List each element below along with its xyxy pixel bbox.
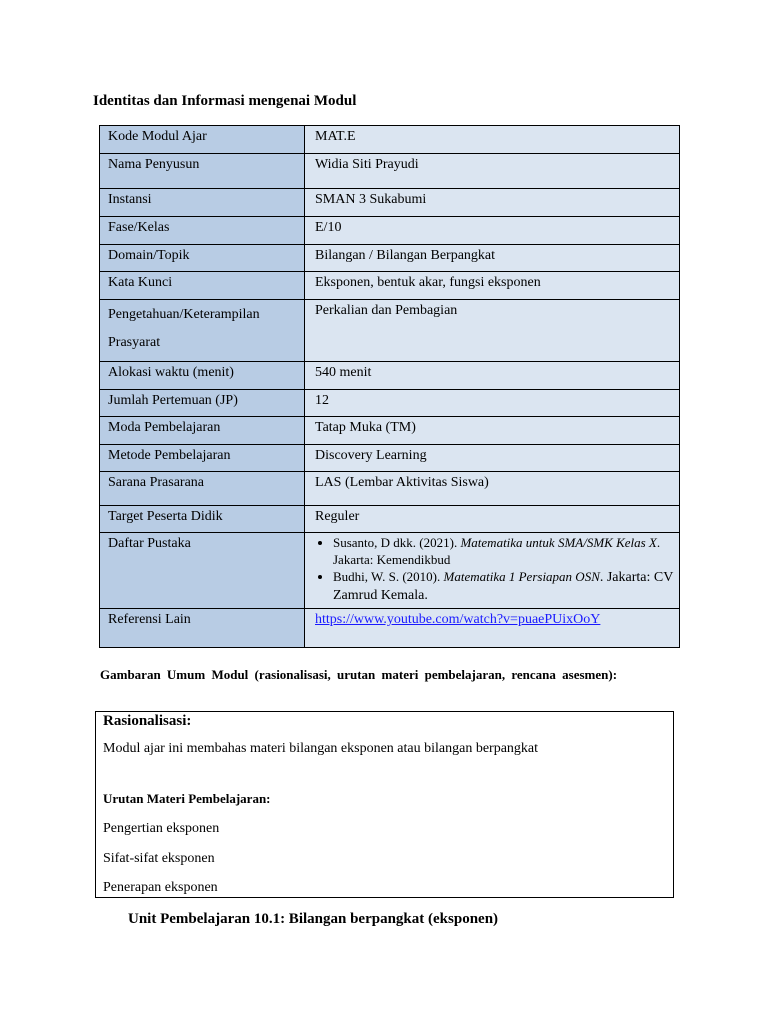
table-row	[100, 154, 680, 189]
table-row	[100, 506, 680, 533]
row-label: Instansi	[100, 189, 305, 217]
row-label: Target Peserta Didik	[100, 506, 305, 533]
row-value: 540 menit	[305, 362, 680, 390]
row-value: LAS (Lembar Aktivitas Siswa)	[305, 472, 680, 506]
row-label: Sarana Prasarana	[100, 472, 305, 506]
row-value: Widia Siti Prayudi	[305, 154, 680, 189]
row-label: Metode Pembelajaran	[100, 445, 305, 472]
row-label: Domain/Topik	[100, 245, 305, 272]
row-label: Nama Penyusun	[100, 154, 305, 189]
table-row	[100, 417, 680, 445]
row-label: Jumlah Pertemuan (JP)	[100, 390, 305, 417]
table-row	[100, 300, 680, 362]
table-row	[100, 445, 680, 472]
row-label: Referensi Lain	[100, 609, 305, 648]
row-label: Kode Modul Ajar	[100, 126, 305, 154]
material-order-label: Urutan Materi Pembelajaran:	[103, 791, 271, 806]
row-label: Alokasi waktu (menit)	[100, 362, 305, 390]
row-value: Tatap Muka (TM)	[305, 417, 680, 445]
module-heading: Identitas dan Informasi mengenai Modul	[93, 93, 357, 109]
rationale-label: Rasionalisasi:	[103, 713, 192, 729]
module-overview-title: Gambaran Umum Modul (rasionalisasi, urutan materi pembelajaran, rencana asesmen):	[100, 667, 618, 682]
material-item: Penerapan eksponen	[103, 880, 218, 895]
table-row	[100, 609, 680, 648]
bibliography-item: • Budhi, W. S. (2010). Matematika 1 Persiapan OSN. Jakarta: CV Zamrud Kemala.	[333, 568, 679, 604]
table-row	[100, 472, 680, 506]
row-value: 12	[305, 390, 680, 417]
table-row	[100, 362, 680, 390]
row-value: SMAN 3 Sukabumi	[305, 189, 680, 217]
row-label: Fase/Kelas	[100, 217, 305, 245]
row-label: Daftar Pustaka	[100, 533, 305, 609]
youtube-link[interactable]: https://www.youtube.com/watch?v=puaePUixOoY	[315, 612, 601, 627]
row-value	[305, 609, 680, 648]
overview-box	[95, 711, 674, 898]
table-row	[100, 272, 680, 300]
row-label: Kata Kunci	[100, 272, 305, 300]
bibliography-item: • Susanto, D dkk. (2021). Matematika untuk SMA/SMK Kelas X. Jakarta: Kemendikbud	[333, 534, 679, 568]
table-row	[100, 126, 680, 154]
material-item: Sifat-sifat eksponen	[103, 851, 215, 866]
row-label: Pengetahuan/Keterampilan Prasyarat	[100, 300, 305, 362]
bibliography-list	[315, 534, 679, 604]
row-value: Bilangan / Bilangan Berpangkat	[305, 245, 680, 272]
row-value: MAT.E	[305, 126, 680, 154]
row-value: Discovery Learning	[305, 445, 680, 472]
row-label: Moda Pembelajaran	[100, 417, 305, 445]
row-value: Perkalian dan Pembagian	[305, 300, 680, 362]
table-row	[100, 390, 680, 417]
table-row	[100, 245, 680, 272]
module-info-table	[99, 125, 680, 648]
rationale-text: Modul ajar ini membahas materi bilangan eksponen atau bilangan berpangkat	[103, 741, 539, 756]
unit-title: Unit Pembelajaran 10.1: Bilangan berpangkat (eksponen)	[128, 911, 499, 927]
material-item: Pengertian eksponen	[103, 821, 220, 836]
table-row	[100, 217, 680, 245]
table-row	[100, 533, 680, 609]
table-row	[100, 189, 680, 217]
row-value	[305, 533, 680, 609]
row-value: Eksponen, bentuk akar, fungsi eksponen	[305, 272, 680, 300]
row-value: Reguler	[305, 506, 680, 533]
row-value: E/10	[305, 217, 680, 245]
